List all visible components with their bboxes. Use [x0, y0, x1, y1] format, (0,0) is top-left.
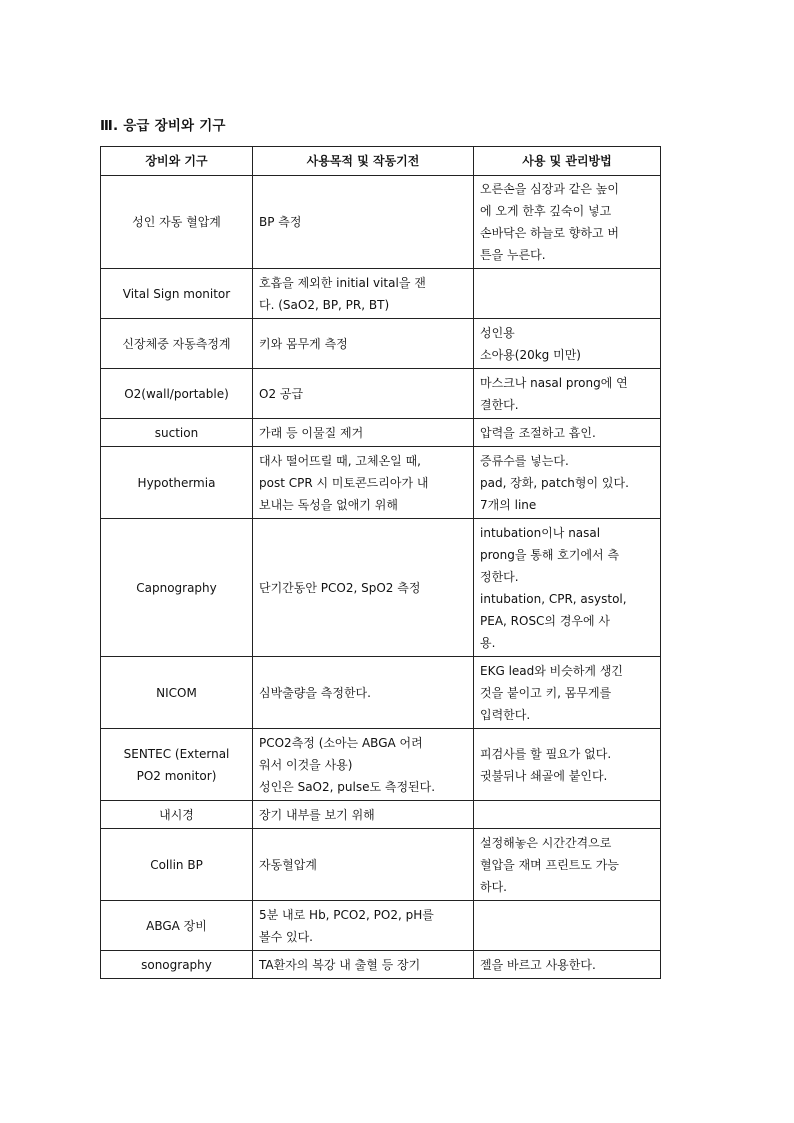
header-purpose: 사용목적 및 작동기전	[253, 147, 474, 176]
purpose-cell-line: 성인은 SaO2, pulse도 측정된다.	[259, 779, 436, 794]
usage-cell-line: PEA, ROSC의 경우에 사	[480, 613, 611, 628]
usage-cell-line: 마스크나 nasal prong에 연	[480, 375, 628, 390]
purpose-cell	[253, 319, 474, 369]
usage-cell	[474, 447, 661, 519]
purpose-cell-line: 워서 이것을 사용)	[259, 757, 353, 772]
usage-cell-line: 손바닥은 하늘로 향하고 버	[480, 226, 619, 240]
usage-cell-line: prong을 통해 호기에서 측	[480, 547, 620, 562]
purpose-cell	[253, 369, 474, 419]
usage-cell	[474, 901, 661, 951]
usage-cell-line: 7개의 line	[480, 497, 537, 512]
equipment-cell-line: PO2 monitor)	[136, 768, 217, 783]
equipment-cell	[101, 447, 253, 519]
purpose-cell-line: O2 공급	[259, 386, 304, 401]
table-row	[101, 269, 661, 319]
purpose-cell-line: 장기 내부를 보기 위해	[259, 807, 375, 822]
purpose-cell	[253, 657, 474, 729]
equipment-cell	[101, 901, 253, 951]
table-row	[101, 801, 661, 829]
purpose-cell-line: 호흡을 제외한 initial vital을 잰	[259, 275, 426, 290]
usage-cell-line: 용.	[480, 635, 496, 650]
usage-cell-line: 입력한다.	[480, 707, 531, 722]
equipment-cell-line: NICOM	[156, 685, 197, 700]
equipment-cell	[101, 319, 253, 369]
purpose-cell	[253, 901, 474, 951]
usage-cell	[474, 419, 661, 447]
purpose-cell-line: 가래 등 이물질 제거	[259, 425, 364, 440]
equipment-cell-line: Vital Sign monitor	[122, 286, 231, 301]
equipment-cell	[101, 829, 253, 901]
usage-cell-line: 소아용(20kg 미만)	[480, 347, 581, 362]
equipment-cell-line: suction	[154, 425, 199, 440]
usage-cell-line: 결한다.	[480, 397, 519, 412]
purpose-cell-line: 키와 몸무게 측정	[259, 336, 348, 351]
table-row	[101, 419, 661, 447]
usage-cell-line: 혈압을 재며 프린트도 가능	[480, 857, 619, 872]
equipment-cell	[101, 729, 253, 801]
purpose-cell	[253, 419, 474, 447]
purpose-cell	[253, 829, 474, 901]
equipment-cell	[101, 369, 253, 419]
usage-cell-line: 젤을 바르고 사용한다.	[480, 957, 596, 972]
equipment-cell-line: Collin BP	[150, 857, 203, 872]
table-row	[101, 369, 661, 419]
purpose-cell	[253, 447, 474, 519]
equipment-cell	[101, 801, 253, 829]
usage-cell	[474, 369, 661, 419]
purpose-cell-line: TA환자의 복강 내 출혈 등 장기	[259, 957, 421, 972]
equipment-cell	[101, 269, 253, 319]
purpose-cell	[253, 269, 474, 319]
usage-cell-line: EKG lead와 비슷하게 생긴	[480, 663, 624, 678]
purpose-cell-line: 자동혈압계	[259, 857, 317, 872]
purpose-cell-line: 심박출량을 측정한다.	[259, 685, 371, 700]
usage-cell	[474, 519, 661, 657]
table-body	[101, 176, 661, 979]
purpose-cell-line: 다. (SaO2, BP, PR, BT)	[259, 297, 390, 312]
usage-cell	[474, 657, 661, 729]
equipment-cell	[101, 176, 253, 269]
equipment-cell-line: O2(wall/portable)	[124, 386, 229, 401]
table-row	[101, 829, 661, 901]
purpose-cell-line: 5분 내로 Hb, PCO2, PO2, pH를	[259, 907, 434, 922]
usage-cell-line: 귓불뒤나 쇄골에 붙인다.	[480, 768, 608, 783]
usage-cell-line: 압력을 조절하고 흡인.	[480, 425, 596, 440]
usage-cell-line: 에 오게 한후 깊숙이 넣고	[480, 204, 612, 218]
equipment-cell-line: Hypothermia	[137, 475, 216, 490]
purpose-cell-line: BP 측정	[259, 215, 302, 229]
table-header-row	[101, 147, 661, 176]
usage-cell-line: 하다.	[480, 879, 507, 894]
usage-cell-line: 오른손을 심장과 같은 높이	[480, 182, 619, 196]
equipment-table	[100, 146, 661, 979]
table-row	[101, 657, 661, 729]
equipment-cell-line: Capnography	[136, 580, 217, 595]
table-row	[101, 951, 661, 979]
usage-cell-line: 튼을 누른다.	[480, 248, 546, 262]
equipment-cell	[101, 951, 253, 979]
equipment-cell	[101, 519, 253, 657]
usage-cell-line: 증류수를 넣는다.	[480, 453, 569, 468]
purpose-cell	[253, 176, 474, 269]
table-row	[101, 519, 661, 657]
purpose-cell-line: 볼수 있다.	[259, 929, 313, 944]
usage-cell	[474, 829, 661, 901]
usage-cell	[474, 729, 661, 801]
equipment-cell-line: 내시경	[159, 807, 194, 822]
purpose-cell	[253, 729, 474, 801]
usage-cell-line: intubation이나 nasal	[480, 525, 601, 540]
equipment-cell-line: 성인 자동 혈압계	[132, 215, 221, 229]
equipment-cell-line: 신장체중 자동측정계	[122, 336, 231, 351]
table-row	[101, 319, 661, 369]
table-row	[101, 729, 661, 801]
equipment-cell	[101, 419, 253, 447]
usage-cell	[474, 801, 661, 829]
table-row	[101, 447, 661, 519]
header-usage: 사용 및 관리방법	[474, 147, 661, 176]
header-equipment: 장비와 기구	[101, 147, 253, 176]
purpose-cell	[253, 519, 474, 657]
usage-cell-line: 피검사를 할 필요가 없다.	[480, 746, 612, 761]
usage-cell-line: 것을 붙이고 키, 몸무게를	[480, 685, 612, 700]
purpose-cell	[253, 951, 474, 979]
usage-cell-line: 성인용	[480, 325, 515, 340]
usage-cell	[474, 319, 661, 369]
usage-cell-line: pad, 장화, patch형이 있다.	[480, 475, 629, 490]
usage-cell-line: 설정해놓은 시간간격으로	[480, 835, 612, 850]
equipment-cell-line: SENTEC (External	[123, 746, 230, 761]
purpose-cell-line: 단기간동안 PCO2, SpO2 측정	[259, 580, 421, 595]
equipment-cell-line: ABGA 장비	[146, 918, 207, 933]
usage-cell	[474, 269, 661, 319]
purpose-cell-line: PCO2측정 (소아는 ABGA 어려	[259, 735, 423, 750]
purpose-cell-line: 보내는 독성을 없애기 위해	[259, 497, 398, 512]
usage-cell-line: 정한다.	[480, 569, 519, 584]
equipment-cell	[101, 657, 253, 729]
usage-cell	[474, 176, 661, 269]
purpose-cell	[253, 801, 474, 829]
table-row	[101, 901, 661, 951]
purpose-cell-line: post CPR 시 미토콘드리아가 내	[259, 475, 429, 490]
purpose-cell-line: 대사 떨어뜨릴 때, 고체온일 때,	[259, 453, 421, 468]
usage-cell	[474, 951, 661, 979]
equipment-cell-line: sonography	[141, 957, 212, 972]
section-heading: Ⅲ. 응급 장비와 기구	[100, 118, 226, 134]
table-row	[101, 176, 661, 269]
usage-cell-line: intubation, CPR, asystol,	[480, 591, 627, 606]
